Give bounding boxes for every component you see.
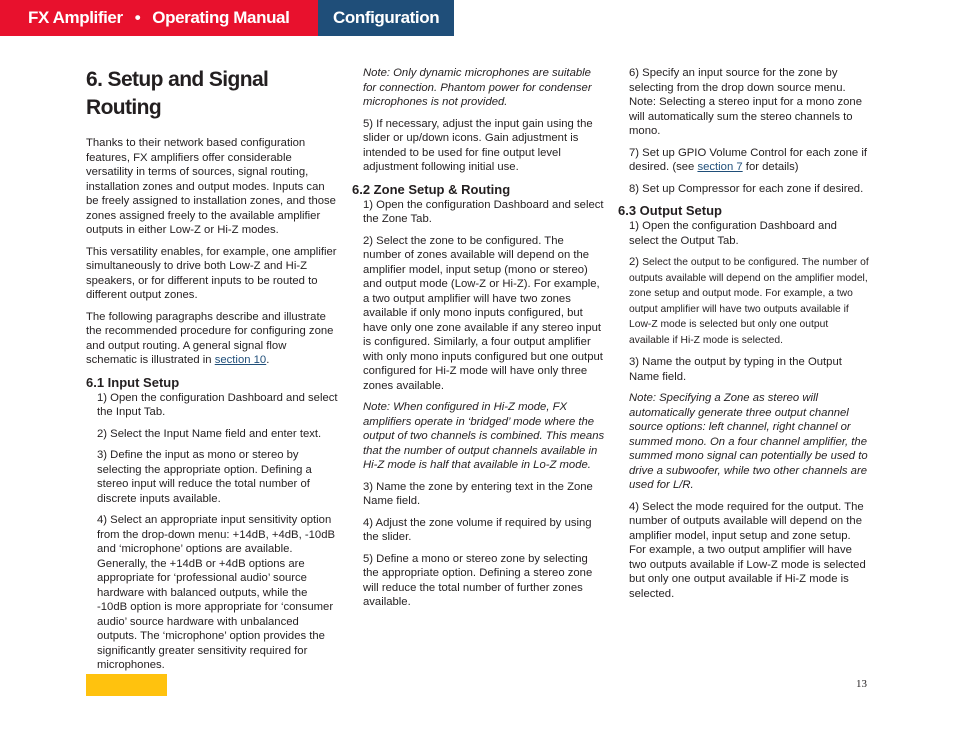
zone-step-7-text: 7) Set up GPIO Volume Control for each zone if desired. (see (629, 146, 867, 173)
intro-paragraph-1: Thanks to their network based configuration features, FX amplifiers offer considerable versatility in terms of sources, signal routing, installation zones and output modes. Inputs can be freely assigned to installation zones, and those zones assigned freely to the available amplifier outputs in either Low-Z or Hi-Z modes. (86, 137, 336, 236)
output-step-2-text: Select the output to be configured. The number of outputs available will depend on the amplifier model, zone setup and output mode. For example, a two output amplifier will have two outputs available if Low-Z mode is selected but only one output available if Hi-Z mode is selected. (629, 257, 869, 346)
zone-step-7-end: for details) (742, 161, 799, 173)
header-separator: • (134, 8, 141, 27)
page-number: 13 (856, 678, 867, 690)
section-tab-configuration (318, 0, 454, 36)
section-10-link[interactable]: section 10 (214, 354, 267, 366)
hi-z-note: Note: When configured in Hi-Z mode, FX amplifiers operate in ‘bridged’ mode where the output of two channels is combined. This means that the number of output channels available in Hi-Z mode is half that available in Lo-Z mode. (363, 401, 605, 471)
input-step-5: 5) If necessary, adjust the input gain using the slider or up/down icons. Gain adjustment is intended to be used for fine output level adjustment following initial use. (363, 117, 593, 173)
header-bar (0, 0, 454, 36)
output-step-4: 4) Select the mode required for the output. The number of outputs available will depend on the amplifier model, input setup and zone setup. For example, a two output amplifier will have two outputs available if Low-Z mode is selected but only one output available if Hi-Z mode is selected. (629, 500, 866, 600)
input-step-4: 4) Select an appropriate input sensitivity option from the drop-down menu: +14dB, +4dB, -10dB and ‘microphone’ options are available. Generally, the +14dB or +4dB options are appropriate for ‘professional audio’ source hardware with balanced outputs, while the -10dB option is more appropriate for ‘consumer audio’ source hardware with unbalanced outputs. The ‘microphone’ option provides the significantly greater sensitivity required for microphones. (97, 514, 336, 671)
zone-step-5: 5) Define a mono or stereo zone by selecting the appropriate option. Defining a stereo zone will reduce the total number of further zones available. (363, 552, 593, 608)
manual-name: Operating Manual (152, 8, 290, 27)
zone-setup-heading: 6.2 Zone Setup & Routing (352, 181, 511, 197)
column-1 (86, 66, 340, 680)
section-tab-label: Configuration (333, 8, 440, 27)
microphone-note: Note: Only dynamic microphones are suitable for connection. Phantom power for condenser microphones is not provided. (363, 67, 592, 108)
intro-p3-end: . (266, 354, 270, 366)
input-step-3: 3) Define the input as mono or stereo by selecting the appropriate option. Defining a stereo input will reduce the total number of discrete inputs available. (97, 449, 312, 505)
page-title: 6. Setup and Signal Routing (86, 68, 269, 119)
product-name: FX Amplifier (28, 8, 123, 27)
stereo-zone-note: Note: Specifying a Zone as stereo will automatically generate three output channel source options: left channel, right channel or summed mono. On a four channel amplifier, the summed mono signal can potentially be used to drive a subwoofer, while two other channels are used for L/R. (629, 392, 868, 491)
input-step-1: 1) Open the configuration Dashboard and select the Input Tab. (97, 391, 338, 418)
zone-step-7 (629, 146, 869, 175)
header-manual-title (0, 0, 318, 36)
intro-p3-text: The following paragraphs describe and illustrate the recommended procedure for configuring zone and output routing. A general signal flow schematic is illustrated in (86, 310, 334, 366)
zone-step-1: 1) Open the configuration Dashboard and select the Zone Tab. (363, 198, 604, 225)
output-setup-heading: 6.3 Output Setup (618, 203, 722, 218)
intro-paragraph-3 (86, 310, 340, 368)
output-step-2 (629, 255, 869, 348)
intro-paragraph-2: This versatility enables, for example, one amplifier simultaneously to drive both Low-Z and Hi-Z speakers, or for different inputs to be routed to different output zones. (86, 245, 337, 301)
output-step-1: 1) Open the configuration Dashboard and select the Output Tab. (629, 220, 837, 247)
zone-step-4: 4) Adjust the zone volume if required by using the slider. (363, 516, 592, 543)
zone-step-8: 8) Set up Compressor for each zone if desired. (629, 182, 864, 195)
section-7-link[interactable]: section 7 (697, 161, 743, 173)
input-setup-heading: 6.1 Input Setup (86, 374, 180, 390)
input-step-2: 2) Select the Input Name field and enter text. (97, 427, 322, 440)
output-step-2-lead: 2) (629, 256, 643, 268)
column-2 (352, 66, 605, 617)
column-3 (618, 66, 869, 608)
zone-step-3: 3) Name the zone by entering text in the Zone Name field. (363, 480, 593, 507)
output-step-3: 3) Name the output by typing in the Output Name field. (629, 356, 842, 383)
zone-step-2: 2) Select the zone to be configured. The number of zones available will depend on the amplifier model, input setup (mono or stereo) and output mode (Low-Z or Hi-Z). For example, a two output amplifier will have two zones available if only mono inputs configured, but have only one zone available if any stereo input is configured. Similarly, a four output amplifier with only mono inputs configured but one output configured for Hi-Z mode will have only three zones available. (363, 234, 603, 392)
footer-accent-bar (86, 674, 167, 696)
zone-step-6: 6) Specify an input source for the zone by selecting from the drop down source menu. Note: Selecting a stereo input for a mono zone will automatically sum the stereo channels to mono. (629, 67, 862, 137)
